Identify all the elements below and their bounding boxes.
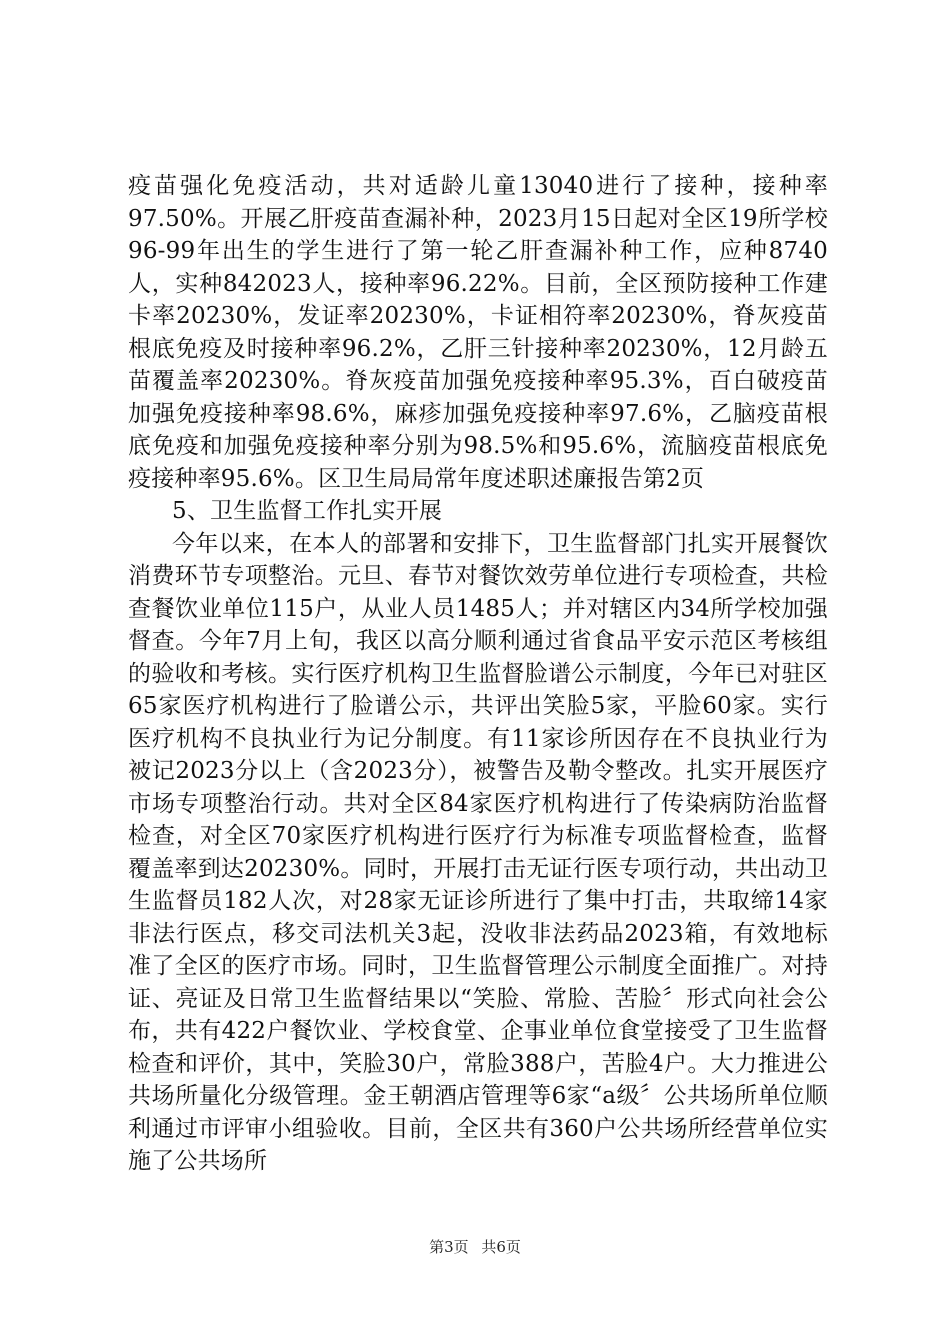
paragraph-vaccination: 疫苗强化免疫活动，共对适龄儿童13040进行了接种，接种率97.50%。开展乙肝疫苗查漏补种，2023月15日起对全区19所学校96-99年出生的学生进行了第一轮乙肝查漏补种工作，应种8740人，实种842023人，接种率96.22%。目前，全区预防接种工作建卡率20230%，发证率20230%，卡证相符率20230%，脊灰疫苗根底免疫及时接种率96.2%，乙肝三针接种率20230%，12月龄五苗覆盖率20230%。脊灰疫苗加强免疫接种率95.3%，百白破疫苗加强免疫接种率98.6%，麻疹加强免疫接种率97.6%，乙脑疫苗根底免疫和加强免疫接种率分别为98.5%和95.6%，流脑疫苗根底免疫接种率95.6%。区卫生局局常年度述职述廉报告第2页 (128, 173, 828, 492)
paragraph-supervision: 今年以来，在本人的部署和安排下，卫生监督部门扎实开展餐饮消费环节专项整治。元旦、春节对餐饮效劳单位进行专项检查，共检查餐饮业单位115户，从业人员1485人；并对辖区内34所学校加强督查。今年7月上旬，我区以高分顺利通过省食品平安示范区考核组的验收和考核。实行医疗机构卫生监督脸谱公示制度，今年已对驻区65家医疗机构进行了脸谱公示，共评出笑脸5家，平脸60家。实行医疗机构不良执业行为记分制度。有11家诊所因存在不良执业行为被记2023分以上（含2023分），被警告及勒令整改。扎实开展医疗市场专项整治行动。共对全区84家医疗机构进行了传染病防治监督检查，对全区70家医疗机构进行医疗行为标准专项监督检查，监督覆盖率到达20230%。同时，开展打击无证行医专项行动，共出动卫生监督员182人次，对28家无证诊所进行了集中打击，共取缔14家非法行医点，移交司法机关3起，没收非法药品2023箱，有效地标准了全区的医疗市场。同时，卫生监督管理公示制度全面推广。对持证、亮证及日常卫生监督结果以“笑脸、常脸、苦脸〞形式向社会公布，共有422户餐饮业、学校食堂、企事业单位食堂接受了卫生监督检查和评价，其中，笑脸30户，常脸388户，苦脸4户。大力推进公共场所量化分级管理。金王朝酒店管理等6家“a级〞公共场所单位顺利通过市评审小组验收。目前，全区共有360户公共场所经营单位实施了公共场所 (128, 530, 828, 1174)
page-footer (0, 1236, 950, 1257)
section-heading: 5、卫生监督工作扎实开展 (172, 498, 443, 524)
page-number: 第3页 (429, 1238, 469, 1256)
page-total: 共6页 (481, 1238, 521, 1256)
document-body (128, 170, 828, 1178)
